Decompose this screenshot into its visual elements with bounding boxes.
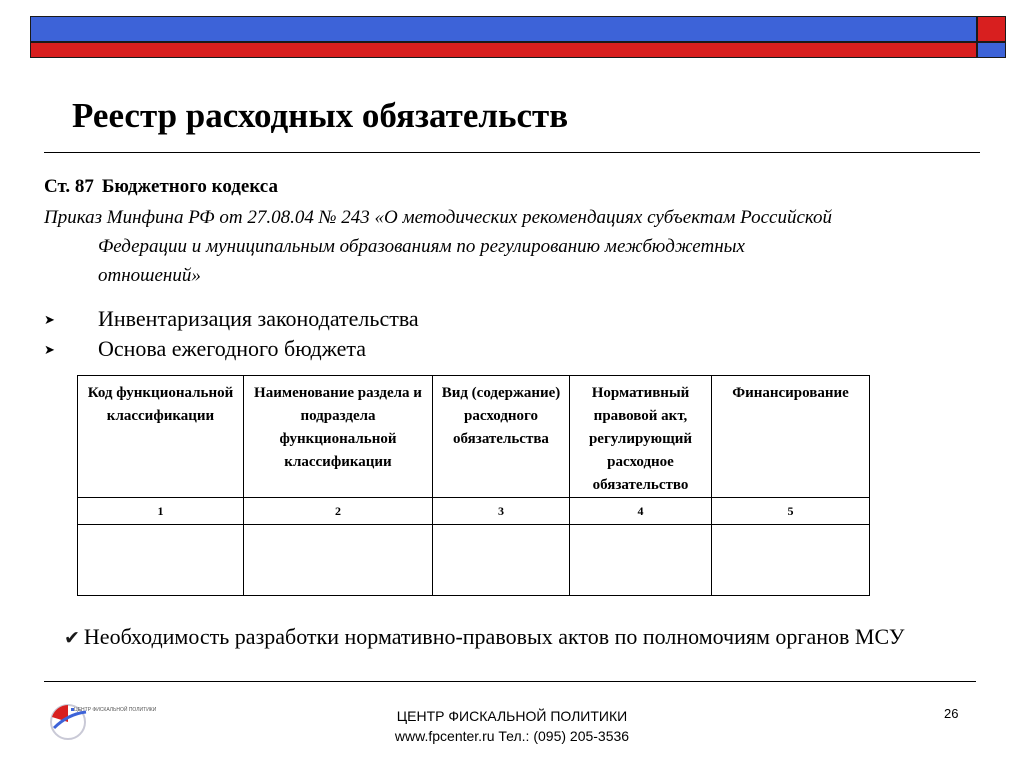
footer-org-name: ЦЕНТР ФИСКАЛЬНОЙ ПОЛИТИКИ <box>396 708 628 724</box>
order-line: Приказ Минфина РФ от 27.08.04 № 243 «О методических рекомендациях субъектам Российской <box>44 207 833 228</box>
bullet-text: Основа ежегодного бюджета <box>98 336 367 361</box>
column-number: 2 <box>244 498 433 525</box>
column-number: 3 <box>433 498 570 525</box>
column-number: 4 <box>570 498 712 525</box>
order-line: Федерации и муниципальным образованиям по регулированию межбюджетных <box>98 236 745 257</box>
column-header: Код функциональной классификации <box>78 376 244 498</box>
slide-title: Реестр расходных обязательств <box>72 96 569 135</box>
table-number-row <box>78 498 870 525</box>
arrowhead-bullet-icon: ➤ <box>44 343 55 358</box>
empty-cell <box>78 525 244 596</box>
column-header: Финансирование <box>712 376 870 498</box>
bullet-text: Инвентаризация законодательства <box>98 306 419 331</box>
column-header: Наименование раздела и подраздела функциональной классификации <box>244 376 433 498</box>
checkmark-icon: ✔ <box>64 627 80 649</box>
note-text: Необходимость разработки нормативно-правовых актов по полномочиям органов МСУ <box>83 624 905 649</box>
arrowhead-bullet-icon: ➤ <box>44 313 55 328</box>
conclusion-note <box>48 622 948 653</box>
footer <box>340 706 684 746</box>
footer-divider <box>44 681 976 682</box>
table-empty-row <box>78 525 870 596</box>
column-number: 5 <box>712 498 870 525</box>
fiscal-policy-center-logo-icon <box>46 700 157 740</box>
column-number: 1 <box>78 498 244 525</box>
blue-corner-square <box>977 42 1006 58</box>
expenditure-register-table <box>77 375 870 596</box>
ministry-order-reference <box>44 203 1004 290</box>
blue-stripe <box>30 16 977 42</box>
article-number: Ст. 87 <box>44 176 94 197</box>
title-divider <box>44 152 980 153</box>
empty-cell <box>712 525 870 596</box>
footer-contacts: www.fpcenter.ru Тел.: (095) 205-3536 <box>394 728 630 744</box>
table-header-row <box>78 376 870 498</box>
decorative-header-bar <box>30 16 1006 58</box>
article-reference <box>44 176 278 198</box>
empty-cell <box>244 525 433 596</box>
order-line: отношений» <box>98 265 201 286</box>
svg-text:ЦЕНТР ФИСКАЛЬНОЙ ПОЛИТИКИ: ЦЕНТР ФИСКАЛЬНОЙ ПОЛИТИКИ <box>74 707 157 713</box>
red-stripe <box>30 42 977 58</box>
red-corner-square <box>977 16 1006 42</box>
column-header: Нормативный правовой акт, регулирующий расходное обязательство <box>570 376 712 498</box>
empty-cell <box>433 525 570 596</box>
empty-cell <box>570 525 712 596</box>
article-code-name: Бюджетного кодекса <box>101 176 278 197</box>
column-header: Вид (содержание) расходного обязательства <box>433 376 570 498</box>
page-number: 26 <box>944 706 959 721</box>
